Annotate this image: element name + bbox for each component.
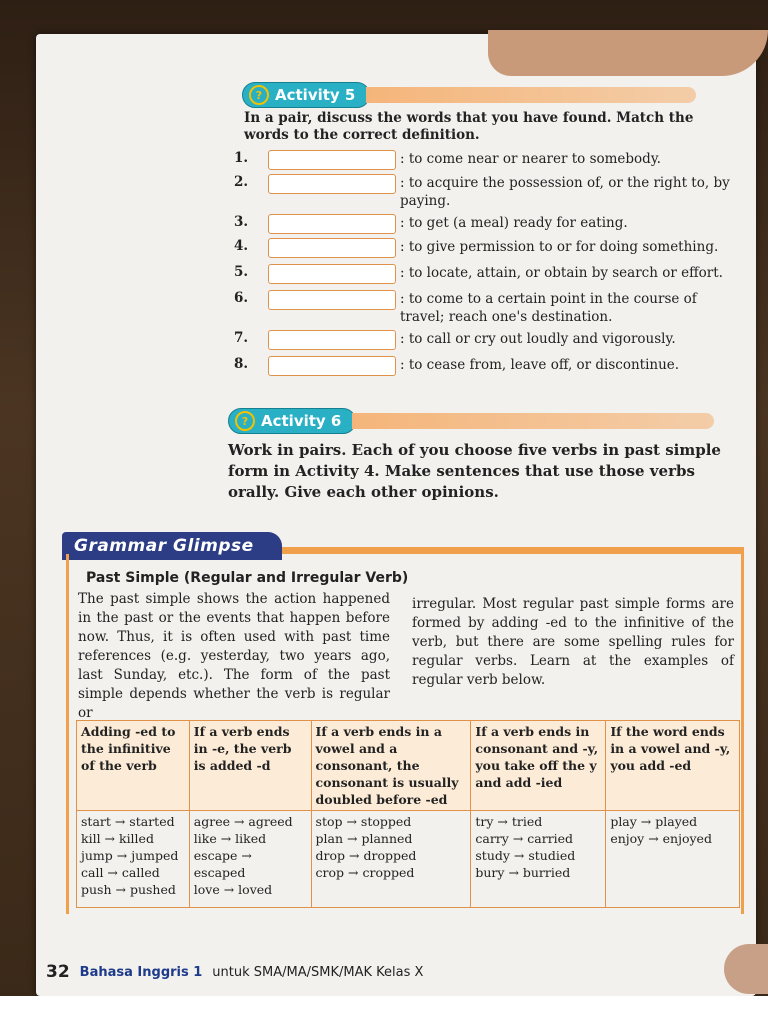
verb-pair: escape → escaped [193,848,252,880]
verb-pair: try → tried [475,814,543,829]
verb-pair: study → studied [475,848,576,863]
table-header-cell: If a verb ends in -e, the verb is added -d [189,721,311,811]
verb-pair: love → loved [193,882,273,897]
table-cell [606,811,740,908]
verb-pair: play → played [610,814,698,829]
verb-pair: enjoy → enjoyed [610,831,712,846]
activity5-bar [366,87,696,103]
match-row [234,214,730,234]
verb-pair: call → called [81,865,160,880]
table-cell [311,811,471,908]
verb-pair: agree → agreed [193,814,293,829]
grammar-glimpse-rule [282,547,744,554]
definition-text: : to get (a meal) ready for eating. [400,215,628,231]
table-cell [189,811,311,908]
answer-box[interactable] [268,290,396,310]
verb-pair: jump → jumped [81,848,179,863]
table-header-cell: If a verb ends in consonant and -y, you take off the y and add -ied [471,721,606,811]
verb-pair: kill → killed [81,831,154,846]
verb-pair: like → liked [193,831,267,846]
match-row [234,238,730,258]
answer-box[interactable] [268,214,396,234]
lightbulb-icon: ? [249,85,269,105]
match-row [234,290,730,326]
verb-pair: carry → carried [475,831,574,846]
verb-pair: plan → planned [315,831,413,846]
answer-box[interactable] [268,330,396,350]
verb-pair: bury → burried [475,865,571,880]
match-row [234,174,730,210]
table-cell [471,811,606,908]
activity6-header [228,408,714,434]
book-subtitle: untuk SMA/MA/SMK/MAK Kelas X [212,964,424,980]
item-number: 1. [234,150,249,166]
verb-pair: push → pushed [81,882,176,897]
definition-text: : to come near or nearer to somebody. [400,151,661,167]
table-header-cell: If the word ends in a vowel and -y, you add -ed [606,721,740,811]
activity6-bar [352,413,714,429]
verb-pair: start → started [81,814,175,829]
activity5-title: Activity 5 [275,86,356,104]
answer-box[interactable] [268,264,396,284]
activity5-instruction: In a pair, discuss the words that you have found. Match the words to the correct definition. [244,110,694,143]
item-number: 8. [234,356,249,372]
table-header-cell: Adding -ed to the infinitive of the verb [77,721,190,811]
match-row [234,264,730,284]
definition-text: : to cease from, leave off, or discontinue. [400,357,680,373]
match-row [234,356,730,376]
verb-pair: crop → cropped [315,865,415,880]
table-header-cell: If a verb ends in a vowel and a consonant, the consonant is usually doubled before -ed [311,721,471,811]
book-title: Bahasa Inggris 1 [79,964,203,980]
definition-text: : to acquire the possession of, or the right to, by paying. [400,175,730,209]
grammar-glimpse-label: Grammar Glimpse [74,536,254,556]
definition-text: : to locate, attain, or obtain by search or effort. [400,265,723,281]
bottom-margin [0,996,768,1024]
item-number: 6. [234,290,249,306]
answer-box[interactable] [268,356,396,376]
activity6-pill [228,408,356,434]
item-number: 4. [234,238,249,254]
match-row [234,330,730,350]
activity5-header [242,82,696,108]
lightbulb-icon: ? [235,411,255,431]
answer-box[interactable] [268,174,396,194]
grammar-paragraph-col1: The past simple shows the action happened in the past or the events that happen before now. Thus, it is often used with past time references (e.g. yesterday, two years ago, last Sunday, etc.). The form of the past simple depends whether the verb is regular or [78,591,390,721]
answer-box[interactable] [268,238,396,258]
activity6-instruction: Work in pairs. Each of you choose five verbs in past simple form in Activity 4. Make sentences that use those verbs orally. Give each other opinions. [228,441,721,501]
item-number: 5. [234,264,249,280]
regular-verb-table [76,720,740,908]
finger [488,30,768,76]
answer-box[interactable] [268,150,396,170]
page-footer [46,962,423,982]
definition-text: : to call or cry out loudly and vigorously. [400,331,676,347]
grammar-title: Past Simple (Regular and Irregular Verb) [86,570,409,586]
finger [724,944,768,994]
grammar-paragraph-col2: irregular. Most regular past simple forms are formed by adding -ed to the infinitive of the verb, but there are some spelling rules for regular verbs. Learn at the examples of regular verb below. [412,596,734,688]
item-number: 7. [234,330,249,346]
item-number: 3. [234,214,249,230]
activity5-pill [242,82,370,108]
match-row [234,150,730,170]
verb-pair: stop → stopped [315,814,412,829]
activity6-title: Activity 6 [261,412,342,430]
definition-text: : to give permission to or for doing something. [400,239,719,255]
verb-pair: drop → dropped [315,848,417,863]
item-number: 2. [234,174,249,190]
page-number: 32 [46,962,70,982]
definition-text: : to come to a certain point in the course of travel; reach one's destination. [400,291,697,325]
table-cell [77,811,190,908]
